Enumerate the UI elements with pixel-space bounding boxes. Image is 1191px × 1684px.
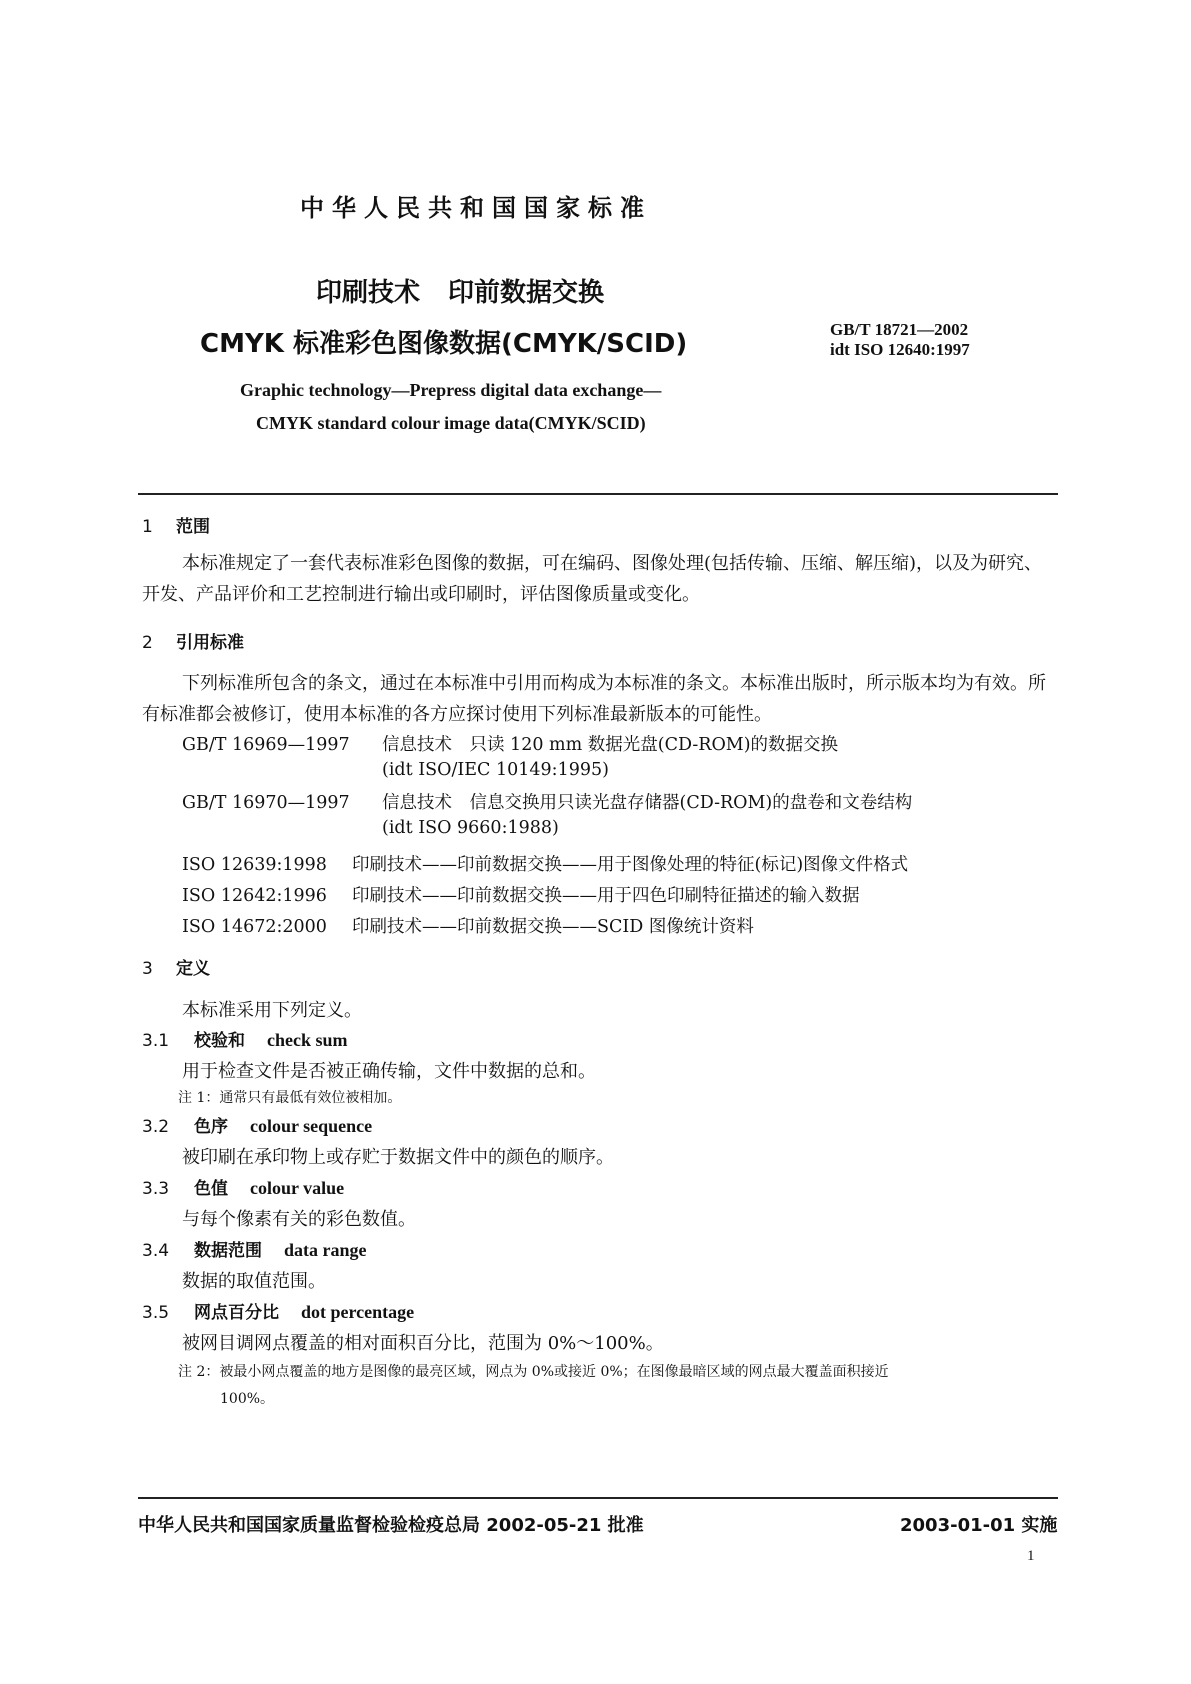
title-cn-part-1: 印刷技术 [316,278,421,308]
ref-item-1 [182,731,838,756]
term-3-1 [142,1026,348,1051]
term-number: 3.2 [142,1117,170,1137]
implementation-date: 2003-01-01 实施 [900,1515,1058,1536]
section-title: 引用标准 [176,633,244,653]
ref-code: ISO 12639:1998 [182,855,327,875]
term-number: 3.4 [142,1241,170,1261]
ref-title: 印刷技术——印前数据交换——SCID 图像统计资料 [352,917,754,937]
term-3-4 [142,1236,367,1261]
term-en: colour sequence [250,1116,373,1136]
section-title: 范围 [176,517,210,537]
approval-line: 中华人民共和国国家质量监督检验检疫总局 2002-05-21 批准 [138,1515,644,1536]
page-number: 1 [1027,1548,1035,1564]
term-number: 3.5 [142,1303,170,1323]
term-en: colour value [250,1178,345,1198]
ref-code: GB/T 16969—1997 [182,735,350,755]
title-en-line-2: CMYK standard colour image data(CMYK/SCID) [256,413,646,433]
term-3-2 [142,1112,372,1137]
ref-item-2 [182,789,912,814]
note-2-line-1: 注 2：被最小网点覆盖的地方是图像的最亮区域，网点为 0%或接近 0%；在图像最暗区域的网点最大覆盖面积接近 [178,1364,889,1380]
section-number: 1 [142,517,153,537]
term-en: data range [284,1240,367,1260]
term-3-3 [142,1174,344,1199]
standard-number-block [830,320,970,360]
term-number: 3.3 [142,1179,170,1199]
term-en: dot percentage [301,1302,415,1322]
term-cn: 色序 [194,1117,228,1137]
title-cn-line-1 [316,272,604,309]
term-3-3-def: 与每个像素有关的彩色数值。 [182,1209,416,1230]
section-heading-2 [142,628,244,653]
ref-item-3 [182,851,908,876]
term-number: 3.1 [142,1031,170,1051]
ref-title: 印刷技术——印前数据交换——用于四色印刷特征描述的输入数据 [352,886,860,906]
term-cn: 校验和 [194,1031,245,1051]
term-cn: 数据范围 [194,1241,262,1261]
standard-number: GB/T 18721—2002 [830,320,969,339]
section-title: 定义 [176,959,210,979]
section-number: 3 [142,959,153,979]
note-1: 注 1：通常只有最低有效位被相加。 [178,1090,402,1106]
term-en: check sum [267,1030,348,1050]
footer-divider [138,1497,1058,1499]
term-3-5 [142,1298,414,1323]
term-3-4-def: 数据的取值范围。 [182,1271,326,1292]
ref-title: 印刷技术——印前数据交换——用于图像处理的特征(标记)图像文件格式 [352,855,909,875]
term-3-1-def: 用于检查文件是否被正确传输，文件中数据的总和。 [182,1061,596,1082]
ref-item-5 [182,913,754,938]
ref-item-2-sub: (idt ISO 9660:1988) [382,818,559,838]
ref-code: ISO 14672:2000 [182,917,327,937]
section-1-paragraph: 本标准规定了一套代表标准彩色图像的数据，可在编码、图像处理(包括传输、压缩、解压缩)，以及为研究、开发、产品评价和工艺控制进行输出或印刷时，评估图像质量或变化。 [142,553,1043,605]
header-divider [138,493,1058,495]
section-3-intro: 本标准采用下列定义。 [182,1000,362,1021]
national-standard-heading: 中华人民共和国国家标准 [300,194,652,222]
title-cn-line-2: CMYK 标准彩色图像数据(CMYK/SCID) [200,329,688,359]
ref-item-1-sub: (idt ISO/IEC 10149:1995) [382,760,609,780]
section-number: 2 [142,633,153,653]
title-en-line-1: Graphic technology—Prepress digital data exchange— [240,380,662,400]
ref-title: 信息技术 信息交换用只读光盘存储器(CD-ROM)的盘卷和文卷结构 [382,793,913,813]
ref-code: GB/T 16970—1997 [182,793,350,813]
term-cn: 网点百分比 [194,1303,279,1323]
term-3-2-def: 被印刷在承印物上或存贮于数据文件中的颜色的顺序。 [182,1147,614,1168]
term-3-5-def: 被网目调网点覆盖的相对面积百分比，范围为 0%～100%。 [182,1333,664,1354]
note-2-line-2: 100%。 [220,1391,275,1407]
section-heading-1 [142,512,210,537]
ref-item-4 [182,882,860,907]
term-cn: 色值 [194,1179,228,1199]
section-heading-3 [142,954,210,979]
standard-idt: idt ISO 12640:1997 [830,340,970,359]
ref-code: ISO 12642:1996 [182,886,327,906]
ref-title: 信息技术 只读 120 mm 数据光盘(CD-ROM)的数据交换 [382,735,839,755]
section-2-paragraph: 下列标准所包含的条文，通过在本标准中引用而构成为本标准的条文。本标准出版时，所示版本均为有效。所有标准都会被修订，使用本标准的各方应探讨使用下列标准最新版本的可能性。 [142,673,1046,725]
title-cn-part-2: 印前数据交换 [448,278,605,308]
